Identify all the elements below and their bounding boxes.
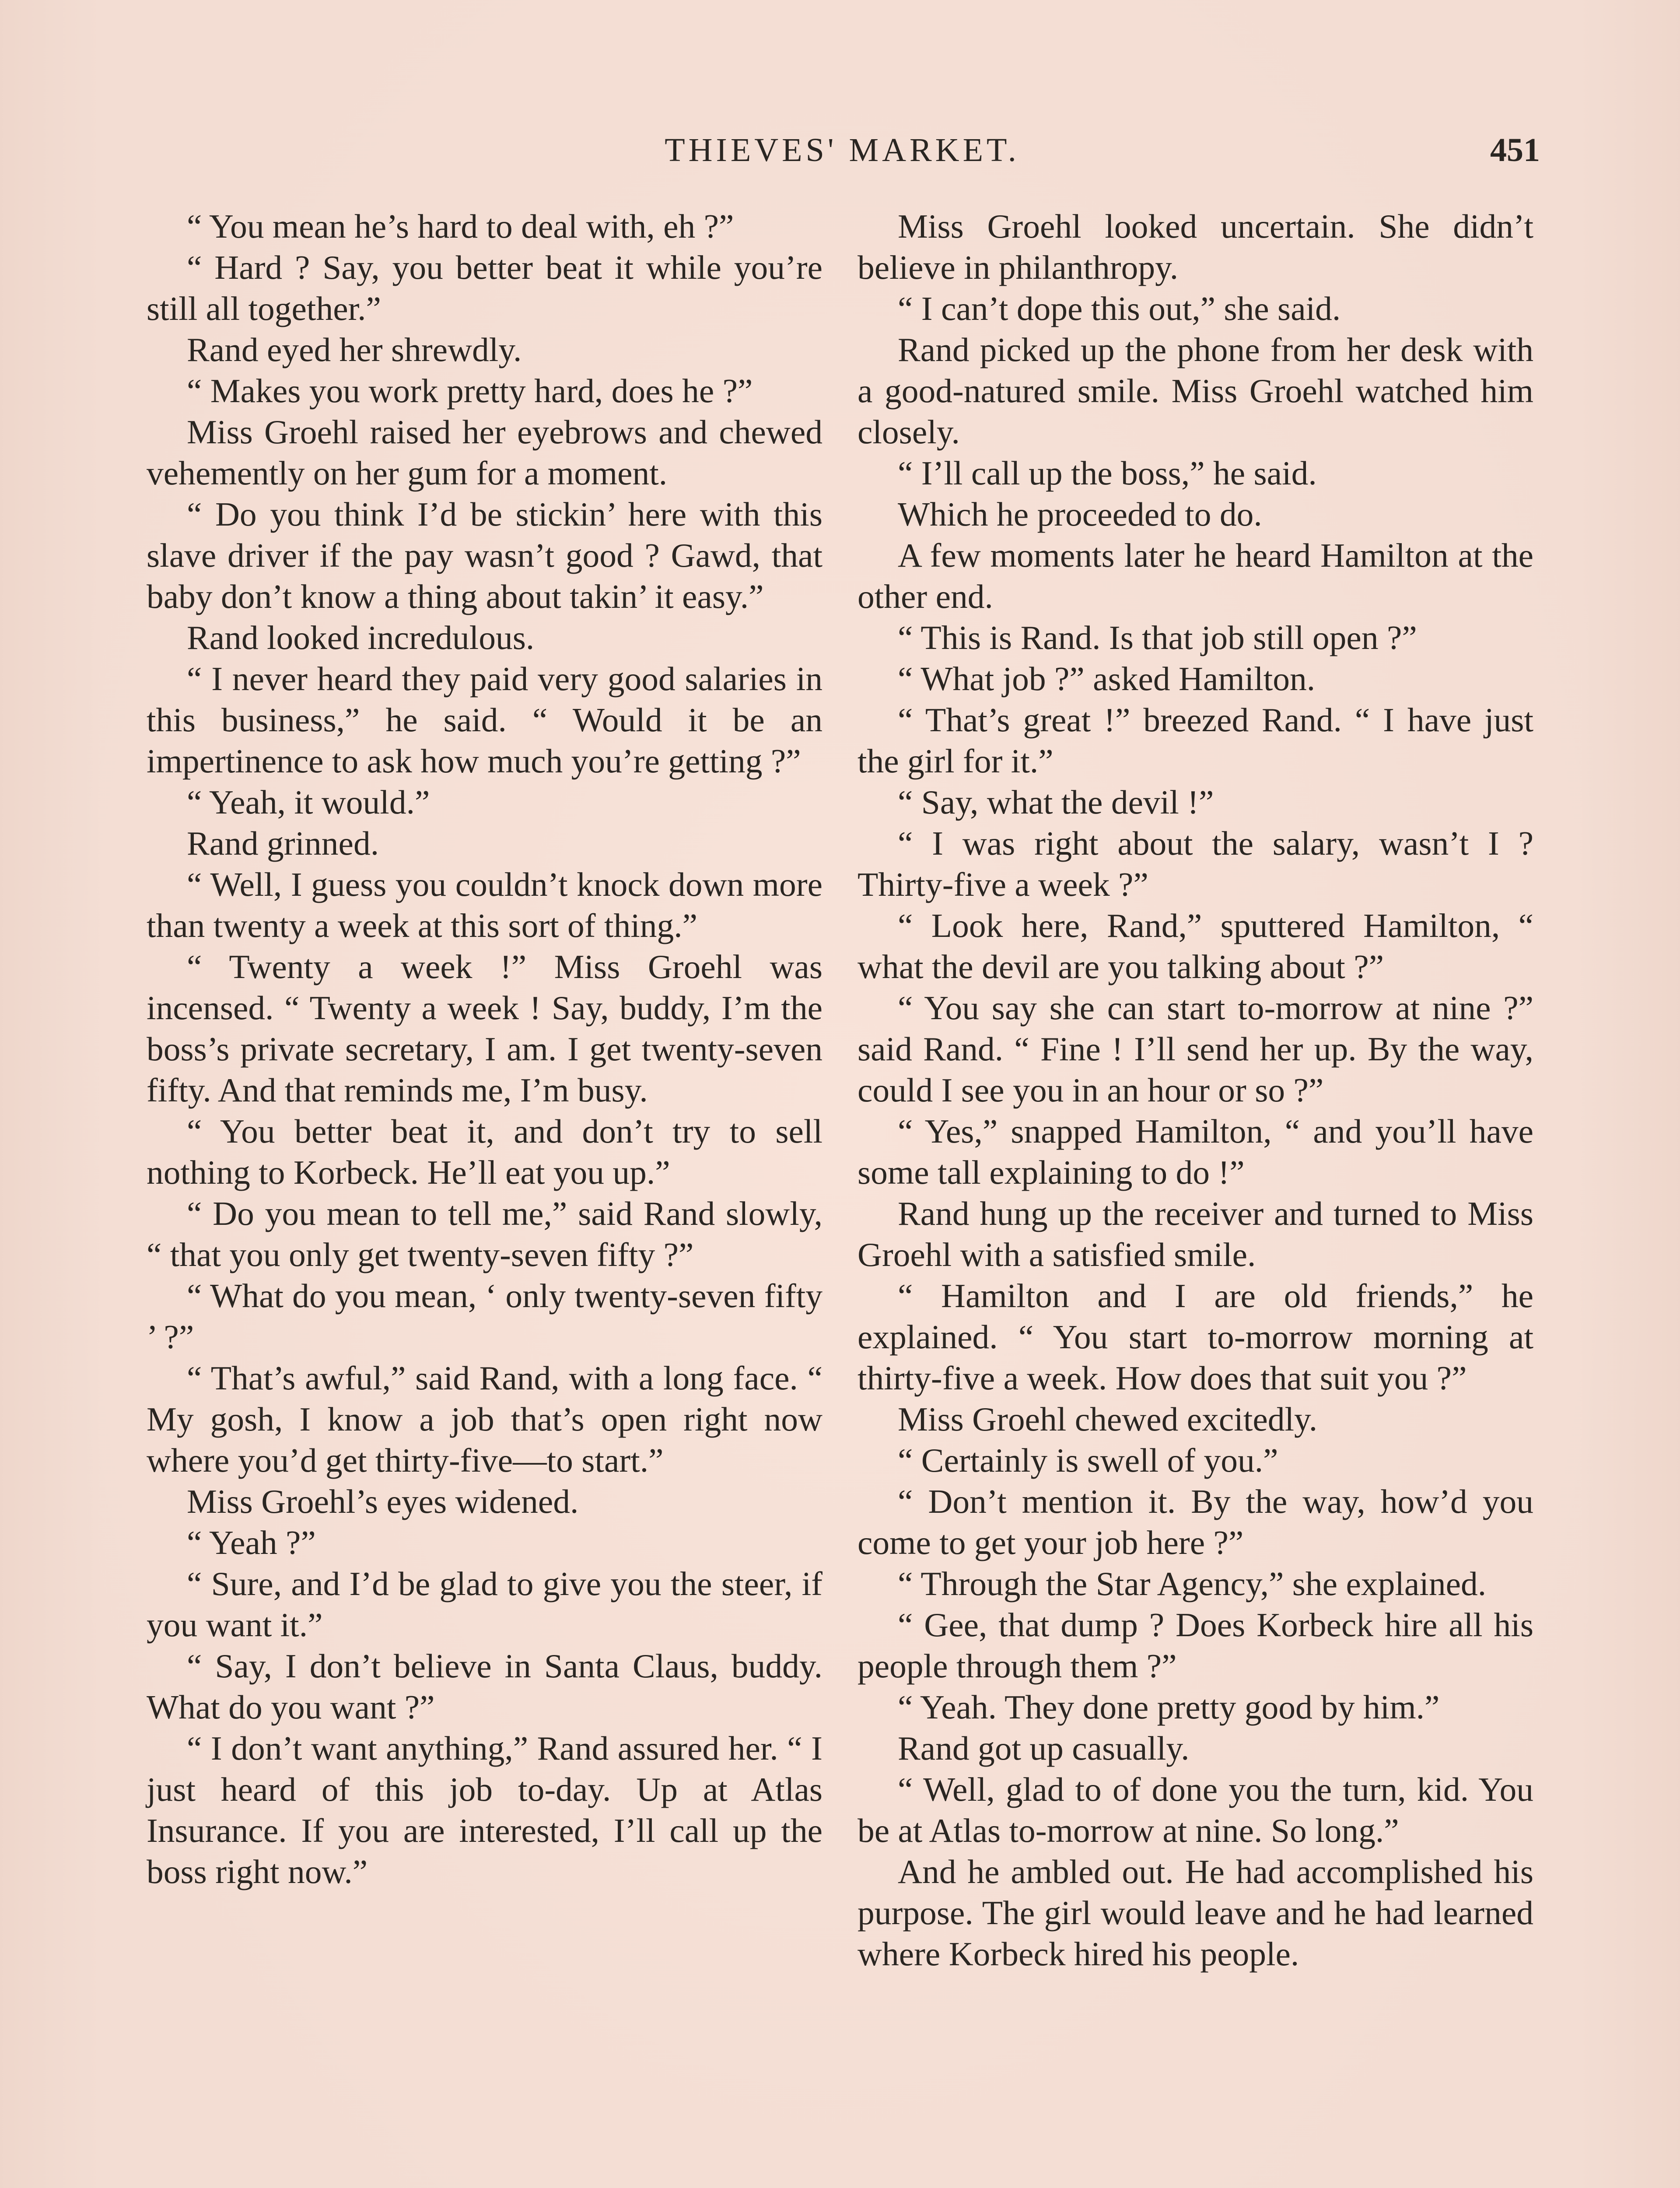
paragraph: “ Do you think I’d be stickin’ here with this slave driver if the pay wasn’t good ? Gawd, that baby don’t know a thing about takin’ it easy.” — [147, 495, 822, 615]
paragraph: Which he proceeded to do. — [898, 495, 1262, 533]
paragraph: Rand got up casually. — [898, 1729, 1190, 1767]
paragraph: Miss Groehl’s eyes widened. — [187, 1483, 579, 1520]
paragraph: “ Look here, Rand,” sputtered Hamilton, “ what the devil are you talking about ?” — [858, 907, 1533, 985]
paragraph: Rand grinned. — [187, 824, 379, 862]
paragraph: “ Well, glad to of done you the turn, kid. You be at Atlas to-morrow at nine. So long.” — [858, 1771, 1533, 1849]
paragraph: “ I don’t want anything,” Rand assured her. “ I just heard of this job to-day. Up at Atlas Insurance. If you are interested, I’ll call up the boss right now.” — [147, 1729, 822, 1890]
paragraph: “ Sure, and I’d be glad to give you the steer, if you want it.” — [147, 1565, 822, 1644]
paragraph: “ Don’t mention it. By the way, how’d you come to get your job here ?” — [858, 1483, 1533, 1561]
paragraph: “ Do you mean to tell me,” said Rand slowly, “ that you only get twenty-seven fifty ?” — [147, 1195, 822, 1273]
paragraph: And he ambled out. He had accomplished his purpose. The girl would leave and he had learned where Korbeck hired his people. — [858, 1853, 1533, 1973]
paragraph: “ You mean he’s hard to deal with, eh ?” — [187, 207, 734, 245]
paragraph: “ I can’t dope this out,” she said. — [898, 290, 1341, 327]
right-column — [858, 206, 1533, 1974]
paragraph: Rand eyed her shrewdly. — [187, 331, 522, 368]
paragraph: “ Yeah ?” — [187, 1524, 316, 1561]
paragraph: “ Through the Star Agency,” she explained. — [898, 1565, 1487, 1602]
paragraph: Miss Groehl raised her eyebrows and chewed vehemently on her gum for a moment. — [147, 413, 822, 492]
paragraph: “ Yes,” snapped Hamilton, “ and you’ll have some tall explaining to do !” — [858, 1112, 1533, 1191]
paragraph: “ Say, what the devil !” — [898, 783, 1214, 821]
paragraph: “ Makes you work pretty hard, does he ?” — [187, 372, 753, 410]
paragraph: Rand looked incredulous. — [187, 619, 535, 656]
paragraph: Miss Groehl chewed excitedly. — [898, 1400, 1318, 1438]
paragraph: “ That’s great !” breezed Rand. “ I have just the girl for it.” — [858, 701, 1533, 780]
running-head — [144, 131, 1540, 179]
paragraph: “ Certainly is swell of you.” — [898, 1441, 1278, 1479]
paragraph: Rand hung up the receiver and turned to Miss Groehl with a satisfied smile. — [858, 1195, 1533, 1273]
paragraph: “ I was right about the salary, wasn’t I ? Thirty-five a week ?” — [858, 824, 1533, 903]
paragraph: “ Hard ? Say, you better beat it while you’re still all together.” — [147, 249, 822, 327]
paragraph: “ Yeah. They done pretty good by him.” — [898, 1688, 1440, 1726]
paragraph: “ You better beat it, and don’t try to sell nothing to Korbeck. He’ll eat you up.” — [147, 1112, 822, 1191]
paragraph: “ Twenty a week !” Miss Groehl was incensed. “ Twenty a week ! Say, buddy, I’m the boss’s private secretary, I am. I get twenty-seven fifty. And that reminds me, I’m busy. — [147, 948, 822, 1109]
paragraph: “ What do you mean, ‘ only twenty-seven fifty ’ ?” — [147, 1277, 822, 1356]
paragraph: “ You say she can start to-morrow at nine ?” said Rand. “ Fine ! I’ll send her up. By the way, could I see you in an hour or so ?” — [858, 989, 1533, 1109]
paragraph: “ Well, I guess you couldn’t knock down more than twenty a week at this sort of thing.” — [147, 866, 822, 944]
paragraph: “ What job ?” asked Hamilton. — [898, 660, 1316, 698]
paragraph: “ I’ll call up the boss,” he said. — [898, 454, 1317, 492]
paragraph: “ This is Rand. Is that job still open ?” — [898, 619, 1417, 656]
paragraph: Rand picked up the phone from her desk with a good-natured smile. Miss Groehl watched him closely. — [858, 331, 1533, 451]
running-title: THIEVES' MARKET. — [665, 132, 1020, 168]
paragraph: “ Yeah, it would.” — [187, 783, 430, 821]
left-column — [147, 206, 822, 1892]
paragraph: “ That’s awful,” said Rand, with a long face. “ My gosh, I know a job that’s open right now where you’d get thirty-five—to start.” — [147, 1359, 822, 1479]
paragraph: “ Hamilton and I are old friends,” he explained. “ You start to-morrow morning at thirty-five a week. How does that suit you ?” — [858, 1277, 1533, 1397]
paragraph: “ Gee, that dump ? Does Korbeck hire all his people through them ?” — [858, 1606, 1533, 1685]
paragraph: Miss Groehl looked uncertain. She didn’t believe in philanthropy. — [858, 207, 1533, 286]
paragraph: “ Say, I don’t believe in Santa Claus, buddy. What do you want ?” — [147, 1647, 822, 1726]
paragraph: A few moments later he heard Hamilton at the other end. — [858, 536, 1533, 615]
page-number: 451 — [1490, 132, 1540, 168]
paragraph: “ I never heard they paid very good salaries in this business,” he said. “ Would it be an impertinence to ask how much you’re getting ?” — [147, 660, 822, 780]
